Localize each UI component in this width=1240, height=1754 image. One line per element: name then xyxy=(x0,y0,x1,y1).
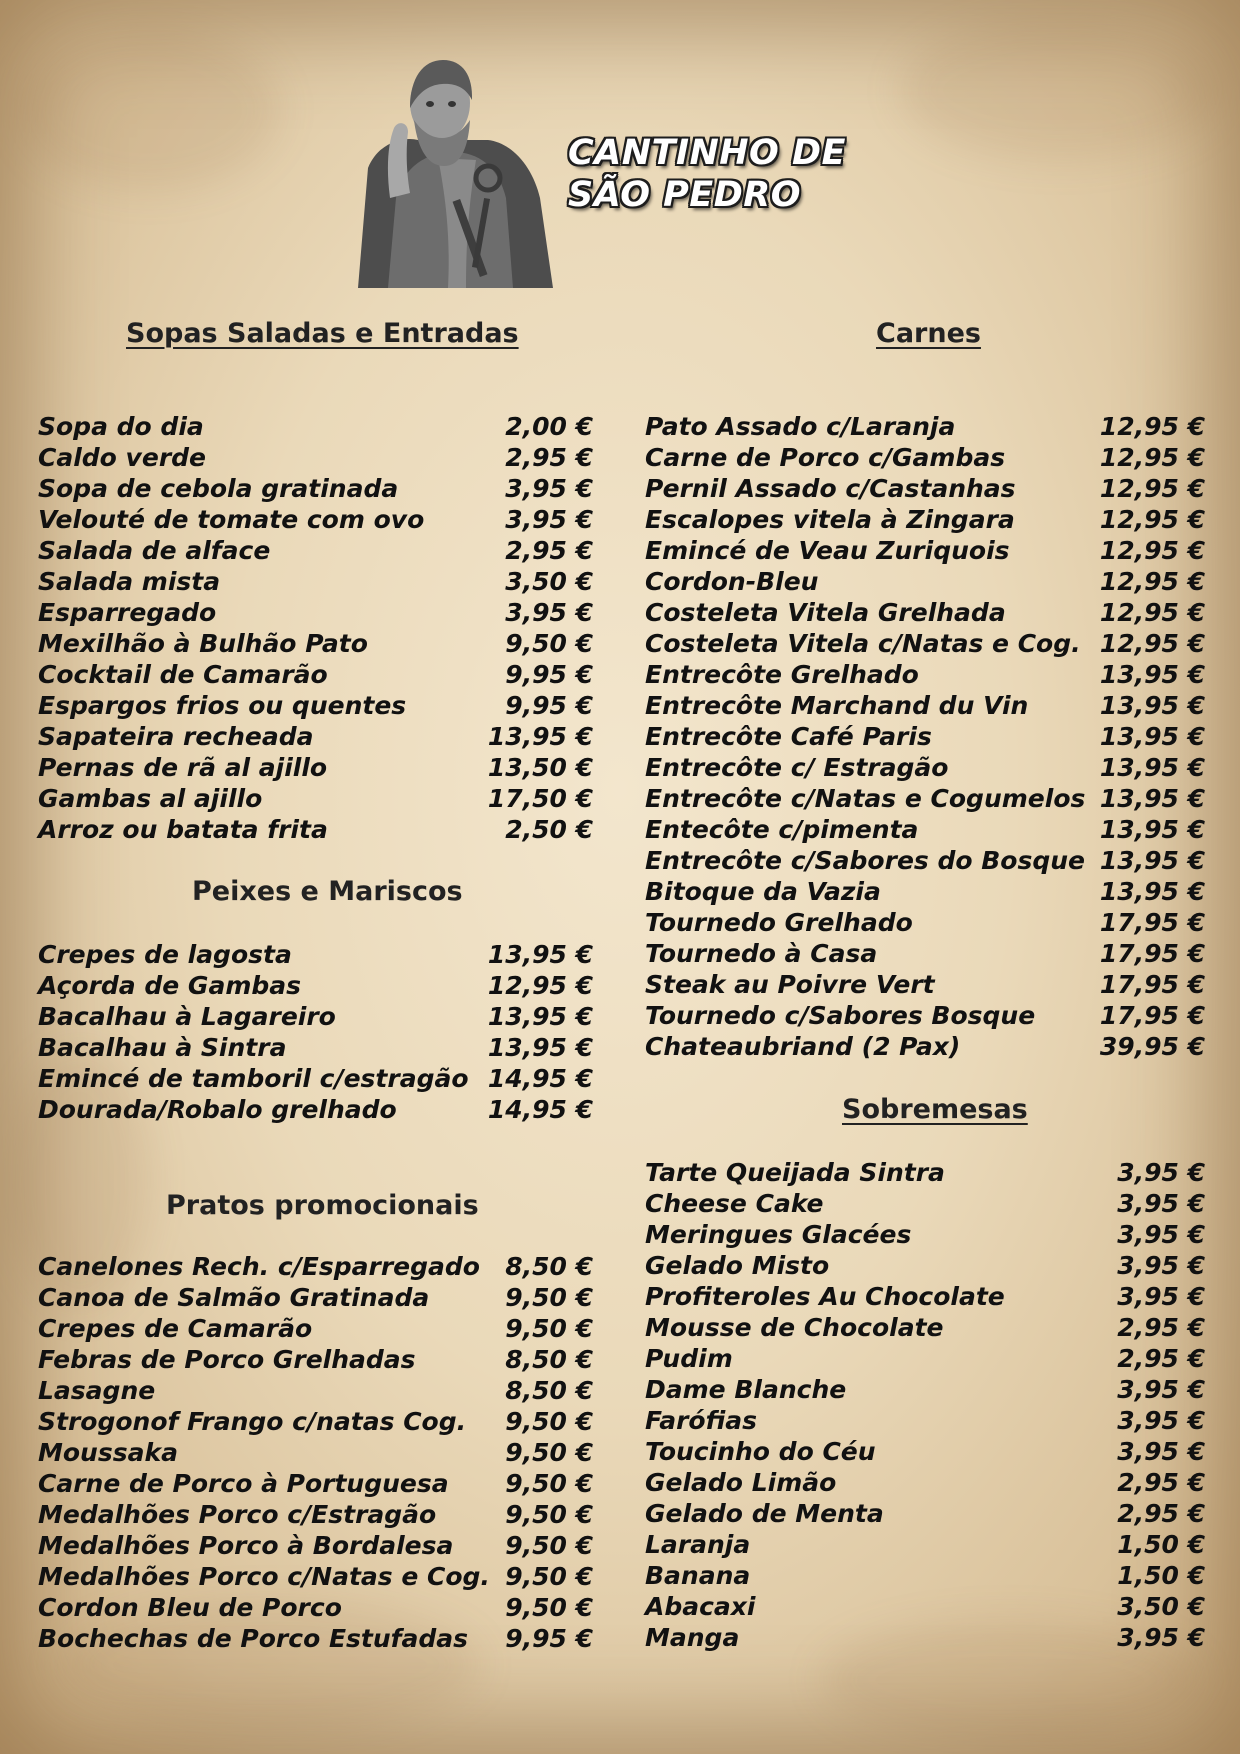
menu-item-price: 13,95 € xyxy=(1099,660,1205,689)
menu-item-price: 2,95 € xyxy=(1117,1499,1205,1528)
menu-item-name: Sopa do dia xyxy=(38,412,204,441)
menu-item xyxy=(645,1591,1205,1622)
menu-item-price: 13,95 € xyxy=(1099,691,1205,720)
menu-item xyxy=(38,970,593,1001)
menu-item xyxy=(38,939,593,970)
menu-item-price: 17,95 € xyxy=(1099,970,1205,999)
menu-item xyxy=(645,597,1205,628)
menu-item-name: Cocktail de Camarão xyxy=(38,660,328,689)
menu-item-name: Canelones Rech. c/Esparregado xyxy=(38,1252,480,1281)
menu-item xyxy=(645,721,1205,752)
menu-item-name: Cordon Bleu de Porco xyxy=(38,1593,342,1622)
menu-item-price: 2,50 € xyxy=(505,815,593,844)
menu-item xyxy=(38,473,593,504)
menu-item xyxy=(645,1219,1205,1250)
menu-item xyxy=(645,1188,1205,1219)
menu-item-price: 13,95 € xyxy=(487,940,593,969)
menu-list-sopas xyxy=(38,411,593,845)
menu-item-price: 8,50 € xyxy=(505,1345,593,1374)
menu-item xyxy=(645,1405,1205,1436)
menu-item xyxy=(38,535,593,566)
menu-item-name: Entrecôte Café Paris xyxy=(645,722,932,751)
menu-item xyxy=(645,1250,1205,1281)
menu-item-name: Velouté de tomate com ovo xyxy=(38,505,425,534)
menu-item xyxy=(38,1592,593,1623)
menu-item xyxy=(645,752,1205,783)
menu-item xyxy=(645,814,1205,845)
menu-item xyxy=(38,1468,593,1499)
restaurant-name xyxy=(568,132,846,216)
menu-item xyxy=(38,721,593,752)
menu-item-name: Lasagne xyxy=(38,1376,156,1405)
menu-item xyxy=(38,1251,593,1282)
menu-item-name: Laranja xyxy=(645,1530,751,1559)
menu-item-name: Crepes de Camarão xyxy=(38,1314,313,1343)
menu-item-price: 2,95 € xyxy=(1117,1344,1205,1373)
menu-item-name: Banana xyxy=(645,1561,751,1590)
menu-item xyxy=(38,1063,593,1094)
menu-item-name: Emincé de Veau Zuriquois xyxy=(645,536,1010,565)
menu-item-price: 2,95 € xyxy=(505,536,593,565)
menu-item-price: 12,95 € xyxy=(1099,567,1205,596)
menu-item-price: 12,95 € xyxy=(1099,474,1205,503)
section-title-promocionais: Pratos promocionais xyxy=(166,1190,479,1221)
menu-item-price: 13,95 € xyxy=(1099,815,1205,844)
menu-item-price: 13,95 € xyxy=(487,1002,593,1031)
menu-item-price: 17,95 € xyxy=(1099,939,1205,968)
menu-item-price: 3,95 € xyxy=(1117,1220,1205,1249)
menu-item-name: Febras de Porco Grelhadas xyxy=(38,1345,416,1374)
menu-item-name: Tournedo à Casa xyxy=(645,939,878,968)
menu-item xyxy=(38,659,593,690)
menu-list-sobremesas xyxy=(645,1157,1205,1653)
menu-item-name: Steak au Poivre Vert xyxy=(645,970,935,999)
menu-item-name: Pato Assado c/Laranja xyxy=(645,412,956,441)
menu-item-name: Emincé de tamboril c/estragão xyxy=(38,1064,469,1093)
menu-item xyxy=(38,1313,593,1344)
menu-item-price: 3,95 € xyxy=(505,598,593,627)
menu-item-price: 9,95 € xyxy=(505,660,593,689)
menu-item xyxy=(38,1623,593,1654)
menu-item-name: Tarte Queijada Sintra xyxy=(645,1158,945,1187)
menu-item-price: 3,95 € xyxy=(1117,1375,1205,1404)
menu-item-price: 13,95 € xyxy=(487,722,593,751)
menu-item xyxy=(38,442,593,473)
menu-item xyxy=(38,597,593,628)
menu-item-price: 9,95 € xyxy=(505,691,593,720)
menu-item xyxy=(38,1375,593,1406)
menu-item-price: 1,50 € xyxy=(1117,1561,1205,1590)
menu-item xyxy=(38,628,593,659)
menu-item xyxy=(645,690,1205,721)
menu-item-name: Gambas al ajillo xyxy=(38,784,263,813)
menu-item-price: 9,50 € xyxy=(505,1593,593,1622)
menu-item xyxy=(645,473,1205,504)
restaurant-name-line1: CANTINHO DE xyxy=(568,133,846,173)
menu-item xyxy=(38,1437,593,1468)
menu-item-price: 3,95 € xyxy=(1117,1251,1205,1280)
menu-item xyxy=(38,411,593,442)
menu-item xyxy=(645,1467,1205,1498)
menu-item xyxy=(38,814,593,845)
menu-item-name: Mousse de Chocolate xyxy=(645,1313,944,1342)
menu-item-price: 3,50 € xyxy=(1117,1592,1205,1621)
menu-item-name: Gelado Misto xyxy=(645,1251,830,1280)
menu-item-price: 3,95 € xyxy=(1117,1158,1205,1187)
menu-item-price: 17,95 € xyxy=(1099,1001,1205,1030)
menu-item-name: Entrecôte c/Sabores do Bosque xyxy=(645,846,1086,875)
menu-item-name: Dame Blanche xyxy=(645,1375,847,1404)
menu-item-price: 12,95 € xyxy=(1099,598,1205,627)
menu-item xyxy=(645,907,1205,938)
menu-item xyxy=(38,1499,593,1530)
menu-item-name: Salada mista xyxy=(38,567,221,596)
menu-item-name: Pernas de rã al ajillo xyxy=(38,753,328,782)
menu-item xyxy=(38,783,593,814)
menu-item xyxy=(645,969,1205,1000)
menu-item-price: 3,95 € xyxy=(1117,1623,1205,1652)
menu-item-name: Gelado Limão xyxy=(645,1468,837,1497)
menu-item xyxy=(645,1343,1205,1374)
menu-item-name: Cheese Cake xyxy=(645,1189,824,1218)
menu-item-name: Moussaka xyxy=(38,1438,178,1467)
saint-peter-logo-icon xyxy=(348,48,558,288)
menu-item-name: Entrecôte Marchand du Vin xyxy=(645,691,1029,720)
menu-item-price: 13,95 € xyxy=(1099,877,1205,906)
menu-item xyxy=(645,1529,1205,1560)
menu-item xyxy=(38,1094,593,1125)
menu-item-name: Entecôte c/pimenta xyxy=(645,815,919,844)
menu-item-name: Medalhões Porco c/Estragão xyxy=(38,1500,437,1529)
menu-item-name: Arroz ou batata frita xyxy=(38,815,328,844)
menu-item-name: Bacalhau à Sintra xyxy=(38,1033,287,1062)
menu-item xyxy=(645,1374,1205,1405)
menu-item-name: Medalhões Porco c/Natas e Cog. xyxy=(38,1562,490,1591)
menu-item-name: Entrecôte Grelhado xyxy=(645,660,919,689)
menu-item-price: 13,95 € xyxy=(1099,784,1205,813)
menu-item-name: Escalopes vitela à Zingara xyxy=(645,505,1015,534)
menu-item xyxy=(645,1436,1205,1467)
menu-item xyxy=(645,1622,1205,1653)
menu-list-promocionais xyxy=(38,1251,593,1654)
menu-item-name: Strogonof Frango c/natas Cog. xyxy=(38,1407,467,1436)
menu-item xyxy=(38,690,593,721)
menu-item-price: 39,95 € xyxy=(1099,1032,1205,1061)
section-title-peixes: Peixes e Mariscos xyxy=(192,876,463,907)
menu-item xyxy=(645,1498,1205,1529)
menu-item xyxy=(645,1031,1205,1062)
menu-item-price: 12,95 € xyxy=(1099,536,1205,565)
menu-item-price: 9,50 € xyxy=(505,1562,593,1591)
menu-item-price: 3,50 € xyxy=(505,567,593,596)
section-title-sopas: Sopas Saladas e Entradas xyxy=(126,318,519,349)
menu-item xyxy=(645,566,1205,597)
menu-item-price: 9,95 € xyxy=(505,1624,593,1653)
menu-item-price: 3,95 € xyxy=(1117,1406,1205,1435)
menu-item-price: 14,95 € xyxy=(487,1064,593,1093)
menu-item xyxy=(645,938,1205,969)
menu-item-price: 12,95 € xyxy=(1099,443,1205,472)
menu-item-name: Abacaxi xyxy=(645,1592,756,1621)
menu-item-price: 3,95 € xyxy=(1117,1282,1205,1311)
menu-item xyxy=(645,1000,1205,1031)
menu-item xyxy=(645,783,1205,814)
menu-item-name: Dourada/Robalo grelhado xyxy=(38,1095,397,1124)
menu-item-name: Entrecôte c/Natas e Cogumelos xyxy=(645,784,1086,813)
menu-item xyxy=(38,1001,593,1032)
menu-item xyxy=(645,1281,1205,1312)
menu-item xyxy=(645,535,1205,566)
menu-item-name: Cordon-Bleu xyxy=(645,567,819,596)
menu-item-price: 8,50 € xyxy=(505,1376,593,1405)
menu-item-price: 14,95 € xyxy=(487,1095,593,1124)
menu-item-price: 2,95 € xyxy=(505,443,593,472)
menu-item-name: Mexilhão à Bulhão Pato xyxy=(38,629,368,658)
menu-item-price: 12,95 € xyxy=(1099,412,1205,441)
menu-item xyxy=(38,1406,593,1437)
menu-item xyxy=(645,876,1205,907)
menu-item-price: 9,50 € xyxy=(505,1407,593,1436)
menu-item xyxy=(38,752,593,783)
menu-item-price: 9,50 € xyxy=(505,1283,593,1312)
menu-item-price: 3,95 € xyxy=(505,474,593,503)
menu-item xyxy=(645,659,1205,690)
menu-item-price: 13,95 € xyxy=(1099,753,1205,782)
menu-item-name: Espargos frios ou quentes xyxy=(38,691,407,720)
menu-item-name: Esparregado xyxy=(38,598,217,627)
menu-item-name: Sopa de cebola gratinada xyxy=(38,474,399,503)
menu-item-price: 8,50 € xyxy=(505,1252,593,1281)
menu-item-name: Manga xyxy=(645,1623,740,1652)
menu-item xyxy=(645,1560,1205,1591)
menu-item xyxy=(645,845,1205,876)
menu-item xyxy=(38,1282,593,1313)
menu-item xyxy=(645,411,1205,442)
menu-item-name: Pernil Assado c/Castanhas xyxy=(645,474,1016,503)
menu-item xyxy=(38,1561,593,1592)
menu-item xyxy=(38,1344,593,1375)
menu-item-price: 2,95 € xyxy=(1117,1468,1205,1497)
menu-item-name: Bacalhau à Lagareiro xyxy=(38,1002,336,1031)
menu-item-name: Pudim xyxy=(645,1344,733,1373)
menu-item-price: 17,95 € xyxy=(1099,908,1205,937)
menu-item-price: 3,95 € xyxy=(505,505,593,534)
menu-item xyxy=(645,1312,1205,1343)
menu-item-name: Bitoque da Vazia xyxy=(645,877,881,906)
menu-item xyxy=(38,566,593,597)
menu-item-name: Meringues Glacées xyxy=(645,1220,912,1249)
menu-item-price: 17,50 € xyxy=(487,784,593,813)
menu-item-name: Profiteroles Au Chocolate xyxy=(645,1282,1005,1311)
menu-item-name: Toucinho do Céu xyxy=(645,1437,876,1466)
menu-item-price: 9,50 € xyxy=(505,1469,593,1498)
menu-item-price: 9,50 € xyxy=(505,1314,593,1343)
menu-item-name: Farófias xyxy=(645,1406,758,1435)
menu-item-name: Caldo verde xyxy=(38,443,206,472)
menu-item-price: 3,95 € xyxy=(1117,1437,1205,1466)
menu-item-price: 2,00 € xyxy=(505,412,593,441)
menu-item-price: 2,95 € xyxy=(1117,1313,1205,1342)
menu-item-name: Tournedo Grelhado xyxy=(645,908,913,937)
menu-item-name: Sapateira recheada xyxy=(38,722,314,751)
menu-item-name: Costeleta Vitela Grelhada xyxy=(645,598,1006,627)
menu-list-carnes xyxy=(645,411,1205,1062)
menu-item-name: Bochechas de Porco Estufadas xyxy=(38,1624,469,1653)
menu-item-price: 9,50 € xyxy=(505,1500,593,1529)
menu-item xyxy=(645,442,1205,473)
menu-item-name: Gelado de Menta xyxy=(645,1499,884,1528)
menu-item-name: Entrecôte c/ Estragão xyxy=(645,753,949,782)
menu-item-price: 9,50 € xyxy=(505,1438,593,1467)
menu-item-name: Salada de alface xyxy=(38,536,271,565)
menu-item-price: 13,50 € xyxy=(487,753,593,782)
menu-item-price: 12,95 € xyxy=(1099,629,1205,658)
menu-item-name: Canoa de Salmão Gratinada xyxy=(38,1283,430,1312)
menu-list-peixes xyxy=(38,939,593,1125)
section-title-carnes: Carnes xyxy=(876,318,981,349)
menu-item-name: Crepes de lagosta xyxy=(38,940,292,969)
menu-item-price: 1,50 € xyxy=(1117,1530,1205,1559)
menu-item-name: Açorda de Gambas xyxy=(38,971,302,1000)
menu-item xyxy=(38,1032,593,1063)
menu-item-price: 13,95 € xyxy=(1099,722,1205,751)
menu-item-price: 3,95 € xyxy=(1117,1189,1205,1218)
menu-item xyxy=(38,1530,593,1561)
menu-item-price: 13,95 € xyxy=(487,1033,593,1062)
menu-item-name: Costeleta Vitela c/Natas e Cog. xyxy=(645,629,1081,658)
menu-item-price: 12,95 € xyxy=(487,971,593,1000)
menu-item-name: Carne de Porco c/Gambas xyxy=(645,443,1006,472)
menu-item-name: Medalhões Porco à Bordalesa xyxy=(38,1531,454,1560)
menu-item-name: Chateaubriand (2 Pax) xyxy=(645,1032,961,1061)
section-title-sobremesas: Sobremesas xyxy=(842,1094,1028,1125)
menu-item-price: 9,50 € xyxy=(505,629,593,658)
menu-item xyxy=(645,504,1205,535)
menu-item-price: 9,50 € xyxy=(505,1531,593,1560)
menu-item xyxy=(38,504,593,535)
menu-item-name: Tournedo c/Sabores Bosque xyxy=(645,1001,1036,1030)
restaurant-name-line2: SÃO PEDRO xyxy=(568,175,801,215)
menu-item xyxy=(645,1157,1205,1188)
menu-item xyxy=(645,628,1205,659)
menu-item-name: Carne de Porco à Portuguesa xyxy=(38,1469,449,1498)
menu-item-price: 13,95 € xyxy=(1099,846,1205,875)
menu-item-price: 12,95 € xyxy=(1099,505,1205,534)
